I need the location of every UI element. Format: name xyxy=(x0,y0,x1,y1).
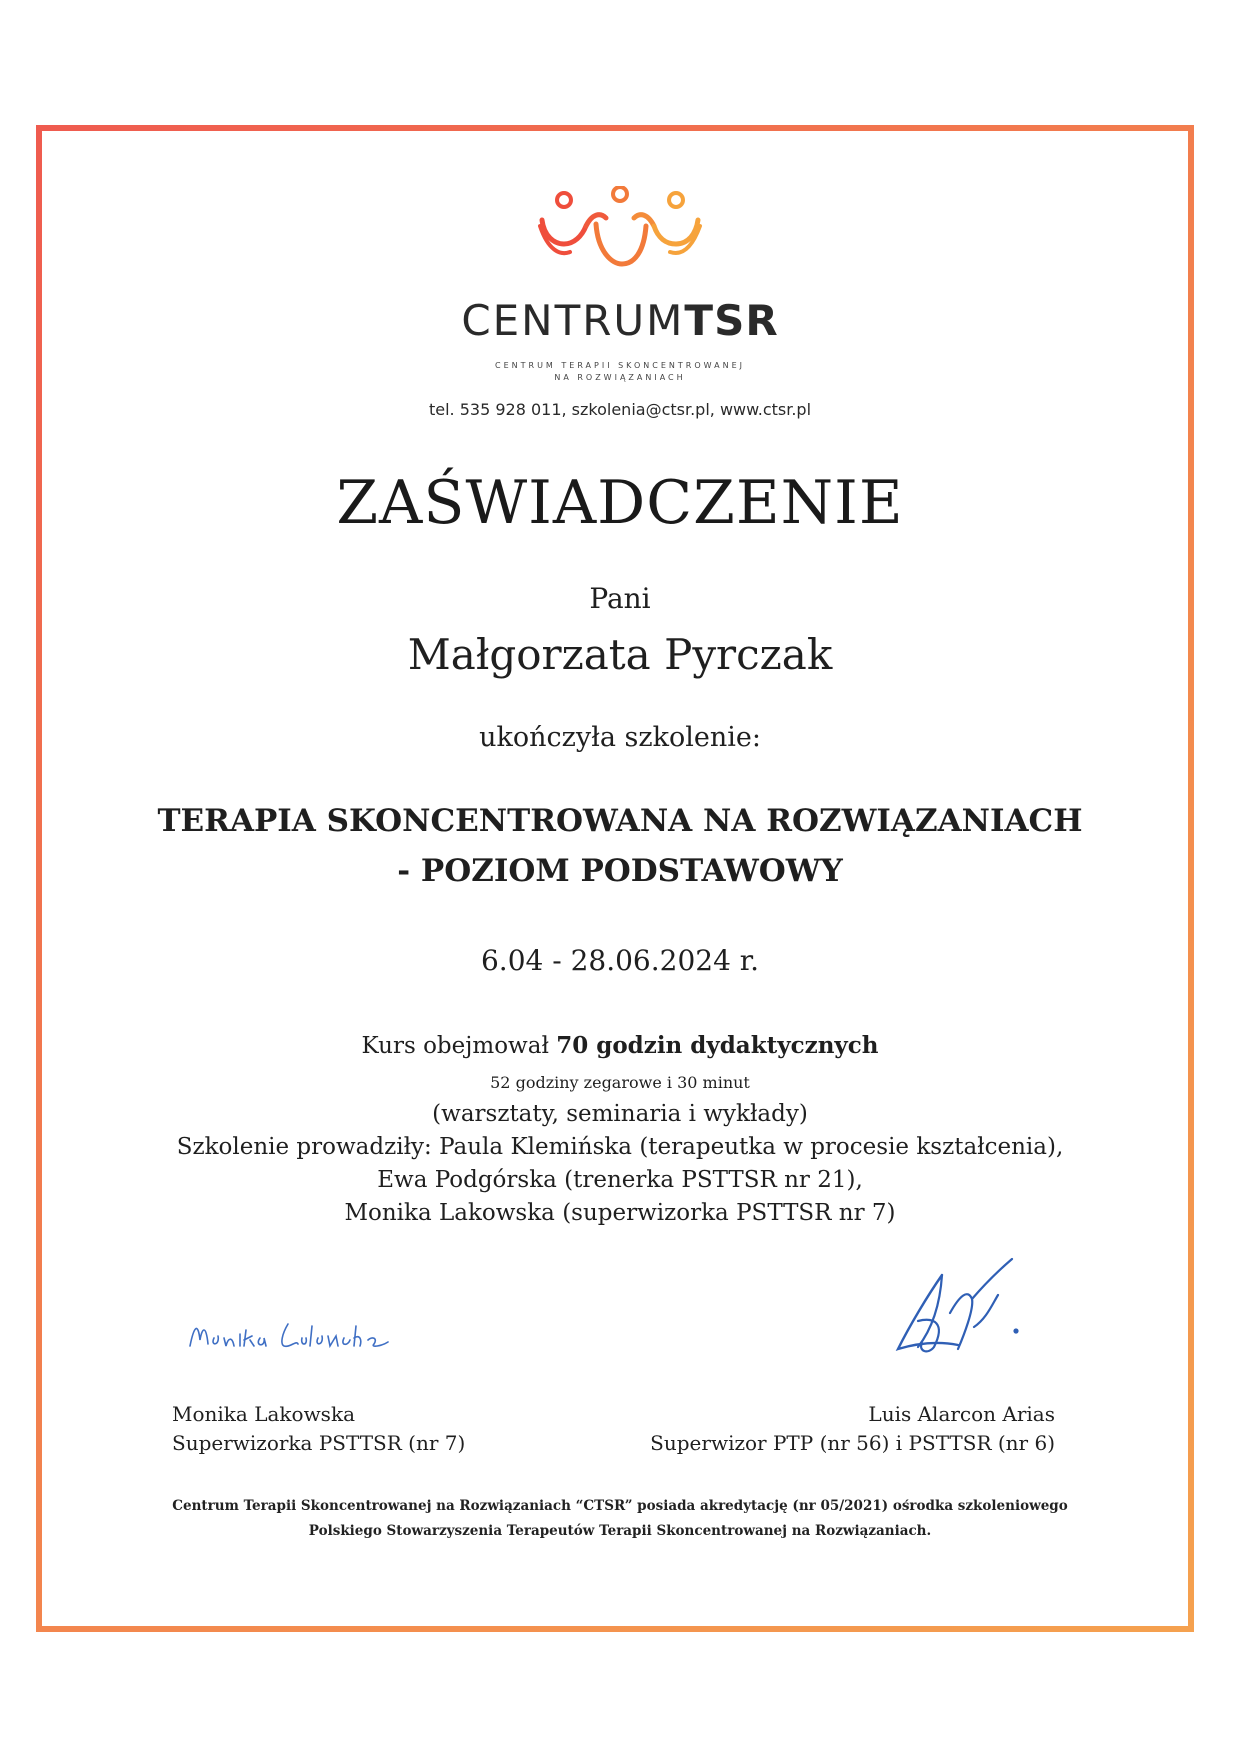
left-signer-role: Superwizorka PSTTSR (nr 7) xyxy=(172,1431,466,1455)
right-signer xyxy=(650,1400,1055,1458)
left-signer-name: Monika Lakowska xyxy=(172,1402,355,1426)
course-title-line1: TERAPIA SKONCENTROWANA NA ROZWIĄZANIACH xyxy=(157,803,1083,839)
brand-light: CENTRUM xyxy=(461,296,685,345)
left-signer xyxy=(172,1400,465,1458)
right-handwritten-signature xyxy=(888,1255,1038,1365)
right-signer-name: Luis Alarcon Arias xyxy=(868,1402,1055,1426)
ctsr-people-logo-icon xyxy=(530,186,710,276)
brand-subtitle-line2: NA ROZWIĄZANIACH xyxy=(554,373,686,382)
left-handwritten-signature xyxy=(184,1316,394,1356)
course-title-line2: - POZIOM PODSTAWOWY xyxy=(397,853,843,889)
brand-name xyxy=(0,296,1240,345)
trainers-line3: Monika Lakowska (superwizorka PSTTSR nr 7) xyxy=(344,1200,896,1226)
accreditation-line2: Polskiego Stowarzyszenia Terapeutów Terapii Skoncentrowanej na Rozwiązaniach. xyxy=(308,1523,932,1539)
accreditation-line1: Centrum Terapii Skoncentrowanej na Rozwiązaniach “CTSR” posiada akredytację (nr 05/2021) ośrodka szkoleniowego xyxy=(172,1498,1068,1514)
course-dates: 6.04 - 28.06.2024 r. xyxy=(480,944,760,977)
recipient-name: Małgorzata Pyrczak xyxy=(407,630,833,679)
course-hours xyxy=(0,1032,1240,1059)
trainers-line1: Szkolenie prowadziły: Paula Klemińska (terapeutka w procesie kształcenia), xyxy=(176,1134,1064,1160)
hours-clock: 52 godziny zegarowe i 30 minut xyxy=(490,1073,750,1092)
right-signer-role: Superwizor PTP (nr 56) i PSTTSR (nr 6) xyxy=(650,1431,1055,1455)
course-details xyxy=(0,1098,1240,1230)
certificate-title: ZAŚWIADCZENIE xyxy=(336,468,904,538)
contact-info: tel. 535 928 011, szkolenia@ctsr.pl, www.ctsr.pl xyxy=(428,400,812,419)
salutation: Pani xyxy=(589,582,651,615)
hours-bold: 70 godzin dydaktycznych xyxy=(556,1032,879,1059)
brand-bold: TSR xyxy=(684,296,779,345)
brand-subtitle-line1: CENTRUM TERAPII SKONCENTROWANEJ xyxy=(495,361,745,370)
course-title xyxy=(0,796,1240,896)
completed-text: ukończyła szkolenie: xyxy=(479,722,761,753)
course-forms: (warsztaty, seminaria i wykłady) xyxy=(432,1101,808,1127)
accreditation-note xyxy=(0,1494,1240,1544)
hours-prefix: Kurs obejmował xyxy=(361,1033,557,1059)
trainers-line2: Ewa Podgórska (trenerka PSTTSR nr 21), xyxy=(377,1167,863,1193)
